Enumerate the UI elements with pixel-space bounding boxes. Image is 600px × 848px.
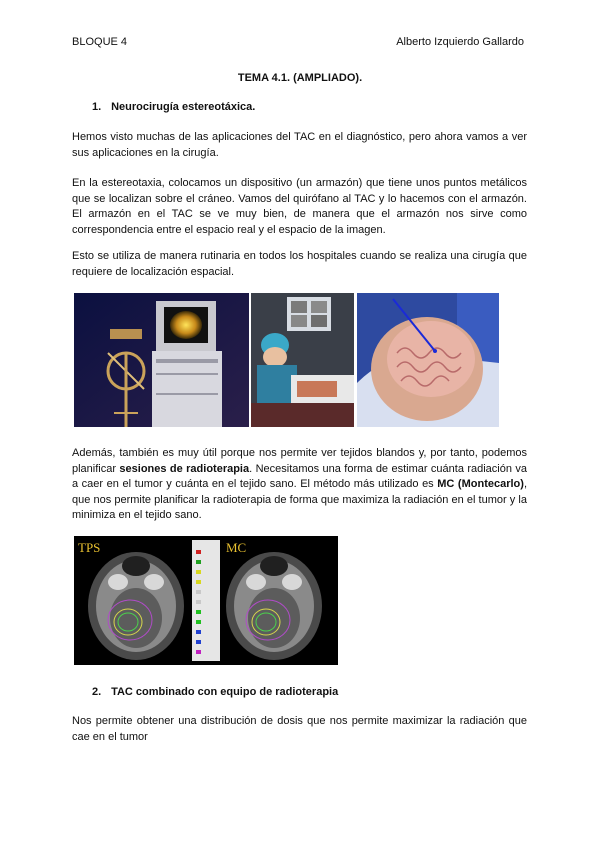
- stereotactic-frame-photo: [74, 293, 249, 427]
- paragraph-radiotherapy-part-a: Además, también es muy útil porque nos permite ver tejidos blandos y, por tanto, podemos planificar: [72, 447, 527, 475]
- operating-room-photo: [251, 293, 354, 427]
- paragraph-radiotherapy-part-c: . Necesitamos una forma de estimar cuánta radiación va a caer en el tumor y cuánta en el tejido sano. El método más utilizado es: [72, 462, 527, 490]
- paragraph-intro: Hemos visto muchas de las aplicaciones del TAC en el diagnóstico, pero ahora vamos a ver sus aplicaciones en la cirugía.: [72, 131, 527, 159]
- section-title: Neurocirugía estereotáxica.: [111, 101, 256, 113]
- paragraph-stereotaxy: En la estereotaxia, colocamos un dispositivo (un armazón) que tiene unos puntos metálicos que se localizan sobre el cráneo. Vamos del quirófano al TAC y lo hacemos con el armazón. El armazón en el TAC se ve muy bien, de manera que el armazón nos sirve como correspondencia entre el espacio real y el espacio de la imagen.: [72, 177, 527, 236]
- brain-overlay-photo: [357, 293, 499, 427]
- paragraph-radiotherapy-part-e: , que nos permite planificar la radioterapia de forma que maximiza la radiación en el tumor y la minimiza en el tejido sano.: [72, 478, 527, 521]
- header-left: BLOQUE 4: [72, 36, 128, 48]
- mc-label: MC: [226, 540, 247, 555]
- section-number: 1.: [92, 101, 102, 113]
- page-title: TEMA 4.1. (AMPLIADO).: [237, 72, 363, 84]
- section-number: 2.: [92, 686, 102, 698]
- paragraph-routine: Esto se utiliza de manera rutinaria en todos los hospitales cuando se realiza una cirugía que requiere de localización espacial.: [72, 250, 527, 278]
- paragraph-radiotherapy: [72, 446, 527, 524]
- header-right: Alberto Izquierdo Gallardo: [396, 36, 524, 48]
- tps-label: TPS: [78, 540, 101, 555]
- radiotherapy-sessions-term: sesiones de radioterapia: [119, 462, 250, 475]
- section-heading-1: [92, 101, 255, 113]
- dose-comparison-figure: [74, 536, 338, 665]
- montecarlo-term: MC (Montecarlo): [437, 478, 524, 490]
- section-title: TAC combinado con equipo de radioterapia: [111, 686, 339, 698]
- paragraph-dose-distribution: Nos permite obtener una distribución de dosis que nos permite maximizar la radiación que cae en el tumor: [72, 715, 527, 743]
- section-heading-2: [92, 686, 338, 698]
